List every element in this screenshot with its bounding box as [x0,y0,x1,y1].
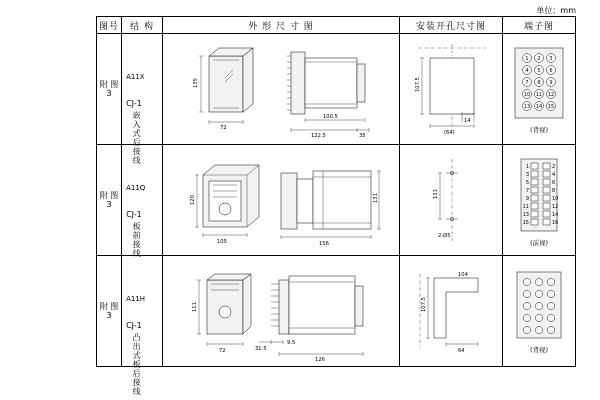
unit-note: 单位：mm [536,6,576,15]
dim-122-5: 122.5 [310,133,326,139]
cutout-drawing-3 [400,256,502,366]
dim-111: 111 [191,302,198,312]
svg-text:4: 4 [551,172,556,178]
dim-14: 14 [463,118,471,124]
header-structure: 结 构 [122,17,163,34]
table-row [97,34,576,145]
cell-fig-no-2 [97,145,122,256]
svg-text:14: 14 [551,212,559,218]
svg-text:7: 7 [525,188,529,194]
terminal-diagram-3 [503,256,575,366]
cell-outline-3 [162,256,399,367]
dim-104: 104 [457,272,468,278]
model-label-2: CJ-1 [126,210,142,219]
dim-72-r3: 72 [218,348,226,354]
table-row [97,145,576,256]
dim-131: 131 [372,193,379,203]
dim-9-5: 9.5 [286,340,296,346]
header-outline: 外 形 尺 寸 图 [162,17,399,34]
structure-code-1: A11X [126,73,145,81]
terminal-diagram-1 [503,34,575,144]
header-fig-no: 图号 [97,17,122,34]
terminal-view-label-3: (背视) [529,346,549,354]
cutout-drawing-1 [400,34,502,144]
fig-no-label-1: 附 图 3 [99,80,119,98]
svg-text:3: 3 [549,56,553,62]
cell-structure-1 [122,34,163,165]
svg-text:9: 9 [549,80,553,86]
dim-64: (64) [443,130,455,136]
structure-desc-2: 板前接线 [132,222,142,258]
outline-drawing-1 [163,34,399,144]
svg-text:11: 11 [522,204,529,210]
svg-text:15: 15 [522,220,529,226]
svg-text:13: 13 [522,212,529,218]
svg-text:8: 8 [551,188,556,194]
svg-text:14: 14 [535,104,543,110]
dim-105: 105 [216,239,227,245]
dim-72: 72 [219,125,227,131]
svg-text:12: 12 [551,204,559,210]
cell-cutout-2 [399,145,502,256]
cell-terminal-1 [502,34,575,145]
svg-text:2: 2 [537,56,541,62]
structure-desc-1: 嵌入式后接线 [132,111,142,165]
cell-outline-2 [162,145,399,256]
svg-text:12: 12 [547,92,555,98]
svg-text:15: 15 [547,104,555,110]
dim-64-r3: 64 [457,348,465,354]
svg-text:3: 3 [525,172,529,178]
fig-no-label-3: 附 图 3 [99,302,119,320]
cell-outline-1 [162,34,399,145]
outline-drawing-2 [163,145,399,255]
svg-text:5: 5 [525,180,529,186]
svg-text:10: 10 [523,92,531,98]
svg-text:13: 13 [523,104,531,110]
dim-31-5: 31.5 [254,346,267,352]
svg-text:4: 4 [525,68,529,74]
svg-text:1: 1 [525,164,529,170]
dim-107-5: 107.5 [414,77,421,92]
svg-text:1: 1 [525,56,529,62]
terminal-diagram-2 [503,145,575,255]
svg-text:7: 7 [525,80,529,86]
svg-text:8: 8 [537,80,541,86]
svg-text:2: 2 [551,164,556,170]
table-row [97,256,576,367]
svg-text:6: 6 [551,180,556,186]
dim-35: 35 [358,133,366,139]
terminal-view-label-1: (背视) [529,126,549,134]
cell-cutout-3 [399,256,502,367]
model-label-3: CJ-1 [126,321,142,330]
table-header-row [97,17,576,34]
specification-table [96,16,576,396]
dim-131-cutout: 131 [432,189,439,199]
svg-text:10: 10 [551,196,559,202]
header-panel-cutout: 安装开孔尺寸图 [399,17,502,34]
svg-text:6: 6 [549,68,553,74]
dim-126: 126 [314,357,325,363]
cutout-drawing-2 [400,145,502,255]
cell-terminal-3 [502,256,575,367]
svg-text:5: 5 [537,68,541,74]
terminal-view-label-2: (前视) [529,239,549,247]
dim-100-5: 100.5 [322,114,338,120]
outline-drawing-3 [163,256,399,366]
cell-terminal-2 [502,145,575,256]
structure-code-3: A11H [126,295,146,303]
structure-code-2: A11Q [126,184,146,192]
dim-107-5-r3: 107.5 [420,297,427,312]
structure-desc-3: 凸出式板后接线 [132,333,142,396]
svg-text:9: 9 [525,196,529,202]
dim-156: 156 [318,241,329,247]
model-label-1: CJ-1 [126,99,142,108]
svg-text:11: 11 [535,92,543,98]
cell-cutout-1 [399,34,502,145]
dim-2-d5: 2-Ø5 [437,233,451,239]
svg-text:16: 16 [551,220,559,226]
header-terminal: 端子图 [502,17,575,34]
fig-no-label-2: 附 图 3 [99,191,119,209]
dim-120: 120 [189,195,196,205]
dim-135: 135 [192,78,199,88]
cell-fig-no-1 [97,34,122,145]
cell-fig-no-3 [97,256,122,367]
